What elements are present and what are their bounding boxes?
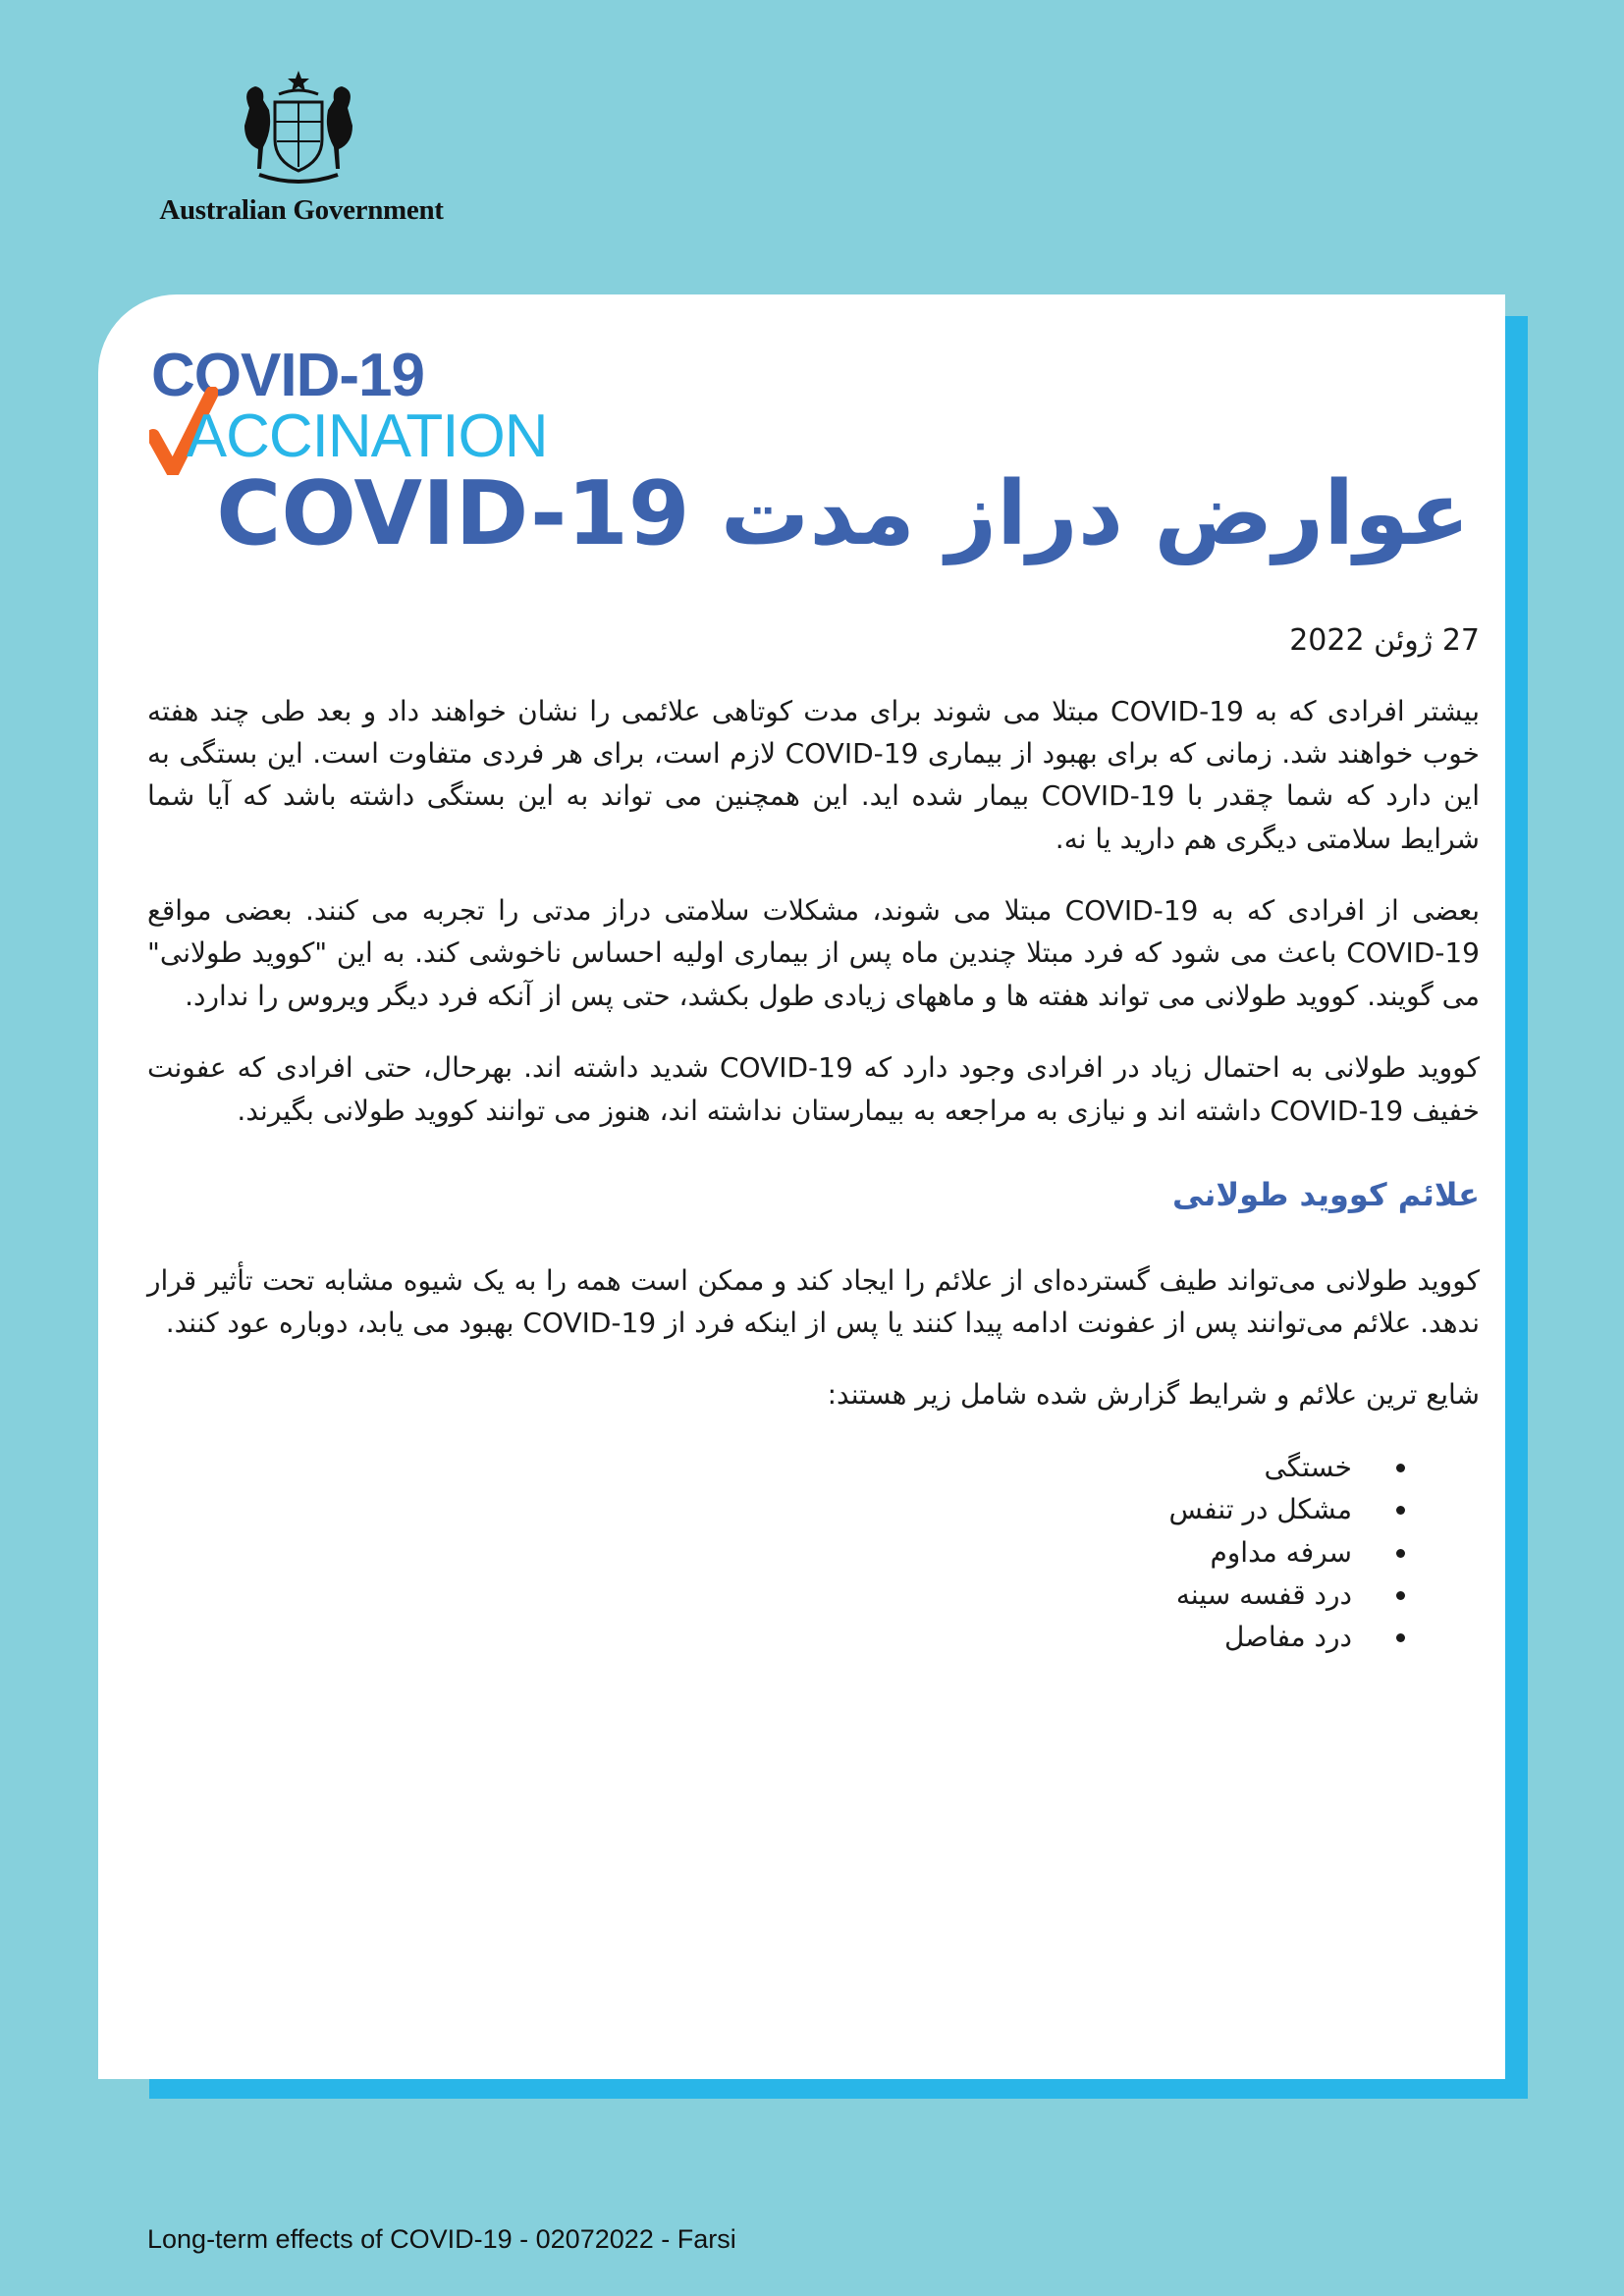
- logo-vaccination-rest: ACCINATION: [186, 402, 548, 470]
- list-item: • درد مفاصل: [147, 1616, 1381, 1658]
- content-panel: [98, 294, 1505, 2079]
- coat-of-arms-icon: [220, 69, 377, 191]
- list-item: • خستگی: [147, 1446, 1381, 1488]
- logo-line-vaccination: [151, 402, 548, 470]
- government-crest: [149, 69, 454, 240]
- symptoms-list: [147, 1446, 1480, 1659]
- paragraph-4: کووید طولانی می‌تواند طیف گسترده‌ای از علائم را ایجاد کند و ممکن است همه را به یک شیوه مشابه تحت تأثیر قرار ندهد. علائم می‌توانند پس از عفونت ادامه پیدا کنند یا پس از اینکه فرد از COVID-19 بهبود می یابد، دوباره عود کنند.: [147, 1263, 1480, 1339]
- paragraph-3: کووید طولانی به احتمال زیاد در افرادی وجود دارد که COVID-19 شدید داشته اند. بهرحال، حتی افرادی که عفونت خفیف COVID-19 داشته اند و نیازی به مراجعه به بیمارستان نداشته اند، هنوز می توانند کووید طولانی بگیرند.: [147, 1051, 1480, 1127]
- agency-name: Australian Government: [159, 194, 444, 226]
- paragraph-1: بیشتر افرادی که به COVID-19 مبتلا می شوند برای مدت کوتاهی علائمی را نشان خواهند داد و بعد طی چند هفته خوب خواهند شد. زمانی که برای بهبود از بیماری COVID-19 لازم است، برای هر فردی متفاوت است. این بستگی به این دارد که شما چقدر با COVID-19 بیمار شده اید. این همچنین می تواند به این بستگی داشته باشد که آیا شما شرایط سلامتی دیگری هم دارید یا نه.: [147, 694, 1481, 855]
- logo-line-covid: COVID-19: [151, 342, 424, 409]
- list-item: • درد قفسه سینه: [147, 1574, 1381, 1616]
- paragraph-2: بعضی از افرادی که به COVID-19 مبتلا می شوند، مشکلات سلامتی دراز مدتی را تجربه می کنند. بعضی مواقع COVID-19 باعث می شود که فرد مبتلا چندین ماه پس از بیماری اولیه احساس ناخوشی کند. به این "کووید طولانی" می گویند. کووید طولانی می تواند هفته ها و ماههای زیادی طول بکشد، حتی پس از آنکه فرد دیگر ویروس را ندارد.: [147, 894, 1480, 1012]
- document-body: [147, 618, 1480, 1659]
- publication-date: 27 ژوئن 2022: [1289, 623, 1480, 658]
- section-heading: علائم کووید طولانی: [1171, 1176, 1480, 1214]
- page-title: عوارض دراز مدت COVID-19: [216, 462, 1470, 565]
- covid-vaccination-logo: [151, 342, 613, 470]
- footer-text: Long-term effects of COVID-19 - 02072022 - Farsi: [147, 2224, 736, 2254]
- list-item: • مشکل در تنفس: [147, 1488, 1381, 1530]
- list-intro: شایع ترین علائم و شرایط گزارش شده شامل زیر هستند:: [827, 1378, 1480, 1412]
- list-item: • سرفه مداوم: [147, 1531, 1381, 1574]
